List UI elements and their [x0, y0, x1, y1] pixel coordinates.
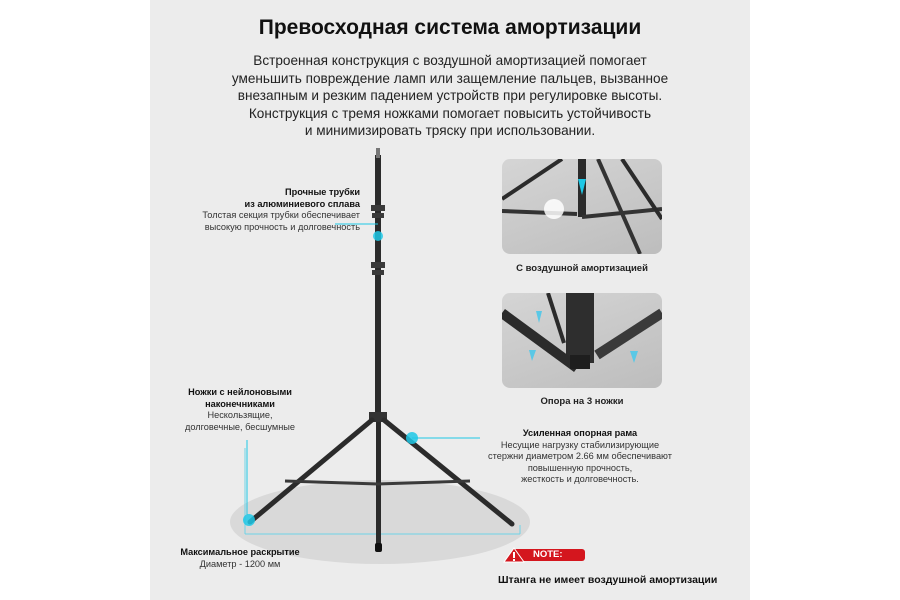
note-badge — [503, 547, 585, 562]
callout-frame-desc: повышенную прочность, — [527, 462, 633, 473]
tripod-base-detail-image — [502, 293, 662, 388]
intro-line: внезапным и резким падением устройств при регулировке высоты. — [237, 88, 663, 103]
callout-tubes-title: из алюминиевого сплава — [244, 198, 360, 209]
callout-frame-desc: Несущие нагрузку стабилизирующие — [500, 439, 660, 450]
intro-line: Встроенная конструкция с воздушной амортизацией помогает — [253, 53, 647, 68]
callout-tubes-title: Прочные трубки — [284, 187, 360, 197]
callout-feet — [170, 387, 310, 433]
callout-frame — [475, 428, 685, 486]
callout-tubes-desc: Толстая секция трубки обеспечивает — [202, 210, 360, 221]
note-text: Штанга не имеет воздушной амортизации — [498, 574, 718, 586]
callout-feet-title: Ножки с нейлоновыми — [188, 387, 292, 397]
callout-spread — [170, 547, 310, 570]
callout-spread-title: Максимальное раскрытие — [180, 547, 300, 557]
product-panel — [150, 0, 750, 600]
air-cushion-detail-image — [502, 159, 662, 254]
callout-feet-desc: Нескользящие, — [207, 410, 273, 421]
callout-frame-title: Усиленная опорная рама — [522, 428, 638, 438]
intro-line: и минимизировать тряску при использовании. — [304, 123, 596, 138]
note-label: NOTE: — [533, 549, 563, 560]
intro-line: уменьшить повреждение ламп или защемление пальцев, вызванное — [231, 70, 669, 86]
thumbnail-caption: С воздушной амортизацией — [516, 263, 648, 274]
intro-line: Конструкция с тремя ножками помогает повысить устойчивость — [248, 105, 652, 121]
callout-frame-desc: стержни диаметром 2.66 мм обеспечивают — [488, 451, 672, 462]
page-title: Превосходная система амортизации — [258, 16, 642, 39]
callout-frame-desc: жесткость и долговечность. — [521, 474, 639, 485]
callout-tubes-desc: высокую прочность и долговечность — [204, 221, 360, 232]
callout-feet-desc: долговечные, бесшумные — [185, 421, 295, 432]
callout-feet-title: наконечниками — [205, 398, 275, 409]
warning-triangle-icon — [503, 547, 525, 563]
callout-tubes — [170, 187, 360, 233]
thumbnail-caption: Опора на 3 ножки — [540, 396, 624, 407]
callout-spread-desc: Диаметр - 1200 мм — [199, 558, 281, 569]
